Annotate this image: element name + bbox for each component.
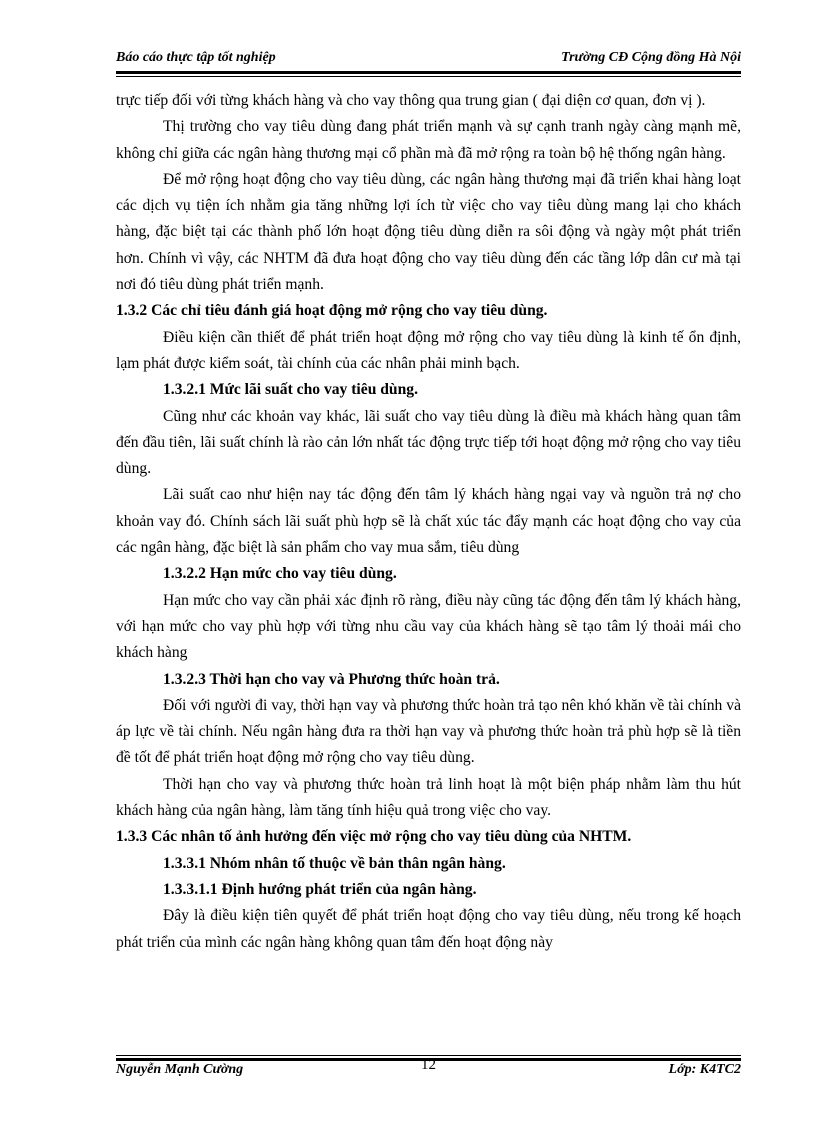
header-rule-thin (116, 76, 741, 77)
paragraph: trực tiếp đối với từng khách hàng và cho vay thông qua trung gian ( đại diện cơ quan, đơn vị ). (116, 92, 706, 109)
section-heading-1-3-3: 1.3.3 Các nhân tố ảnh hưởng đến việc mở rộng cho vay tiêu dùng của NHTM. (116, 828, 632, 846)
paragraph: Thời hạn cho vay và phương thức hoàn trả linh hoạt là một biện pháp nhằm làm thu hút khách hàng của ngân hàng, làm tăng tính hiệu quả trong việc cho vay. (116, 775, 741, 820)
paragraph: Đây là điều kiện tiên quyết để phát triển hoạt động cho vay tiêu dùng, nếu trong kế hoạch phát triển của mình các ngân hàng không quan tâm đến hoạt động này (116, 907, 741, 951)
page-number: 12 (421, 1057, 436, 1073)
subsection-heading-1-3-3-1: 1.3.3.1 Nhóm nhân tố thuộc về bản thân ngân hàng. (163, 854, 506, 872)
subsection-heading-1-3-3-1-1: 1.3.3.1.1 Định hướng phát triển của ngân hàng. (163, 880, 477, 898)
paragraph: Đối với người đi vay, thời hạn vay và phương thức hoàn trả tạo nên khó khăn về tài chính và áp lực về tài chính. Nếu ngân hàng đưa ra thời hạn vay và phương thức hoàn trả phù hợp sẽ là tiền đề tốt để phát triển hoạt động mở rộng cho vay tiêu dùng. (116, 696, 741, 767)
paragraph: Hạn mức cho vay cần phải xác định rõ ràng, điều này cũng tác động đến tâm lý khách hàng, với hạn mức cho vay phù hợp với từng nhu cầu vay của khách hàng sẽ tạo tâm lý thoải mái cho khách hàng (116, 591, 741, 662)
header-rule-thick (116, 71, 741, 74)
paragraph: Cũng như các khoản vay khác, lãi suất cho vay tiêu dùng là điều mà khách hàng quan tâm đến đầu tiên, lãi suất chính là rào cản lớn nhất tác động trực tiếp tới hoạt động mở rộng cho vay tiêu dùng. (116, 407, 741, 478)
page-header (116, 50, 741, 70)
header-report-title: Báo cáo thực tập tốt nghiệp (116, 50, 276, 65)
page-footer (116, 1057, 741, 1084)
subsection-heading-1-3-2-2: 1.3.2.2 Hạn mức cho vay tiêu dùng. (163, 565, 397, 583)
subsection-heading-1-3-2-3: 1.3.2.3 Thời hạn cho vay và Phương thức hoàn trả. (163, 670, 500, 688)
paragraph: Lãi suất cao như hiện nay tác động đến tâm lý khách hàng ngại vay và nguồn trả nợ cho khoản vay đó. Chính sách lãi suất phù hợp sẽ là chất xúc tác đẩy mạnh các hoạt động cho vay của các ngân hàng, đặc biệt là sản phẩm cho vay mua sắm, tiêu dùng (116, 486, 741, 557)
subsection-heading-1-3-2-1: 1.3.2.1 Mức lãi suất cho vay tiêu dùng. (163, 381, 418, 399)
paragraph: Để mở rộng hoạt động cho vay tiêu dùng, các ngân hàng thương mại đã triển khai hàng loạt các dịch vụ tiện ích nhằm gia tăng những lợi ích từ việc cho vay tiêu dùng mang lại cho khách hàng, đặc biệt tại các thành phố lớn hoạt động tiêu dùng diễn ra sôi động và ngày một phát triển hơn. Chính vì vậy, các NHTM đã đưa hoạt động cho vay tiêu dùng đến các tầng lớp dân cư mà tại nơi đó tiêu dùng phát triển mạnh. (116, 170, 741, 294)
footer-rule-thin (116, 1055, 741, 1056)
header-school-name: Trường CĐ Cộng đồng Hà Nội (561, 50, 741, 65)
footer-author: Nguyễn Mạnh Cường (116, 1062, 244, 1077)
footer-class: Lớp: K4TC2 (668, 1062, 741, 1077)
page-body (116, 88, 741, 956)
paragraph: Điều kiện cần thiết để phát triển hoạt động mở rộng cho vay tiêu dùng là kinh tế ổn định, lạm phát được kiểm soát, tài chính của các nhân phải minh bạch. (116, 328, 741, 372)
paragraph: Thị trường cho vay tiêu dùng đang phát triển mạnh và sự cạnh tranh ngày càng mạnh mẽ, không chỉ giữa các ngân hàng thương mại cổ phần mà đã mở rộng ra toàn bộ hệ thống ngân hàng. (116, 118, 741, 162)
section-heading-1-3-2: 1.3.2 Các chỉ tiêu đánh giá hoạt động mở rộng cho vay tiêu dùng. (116, 302, 548, 320)
